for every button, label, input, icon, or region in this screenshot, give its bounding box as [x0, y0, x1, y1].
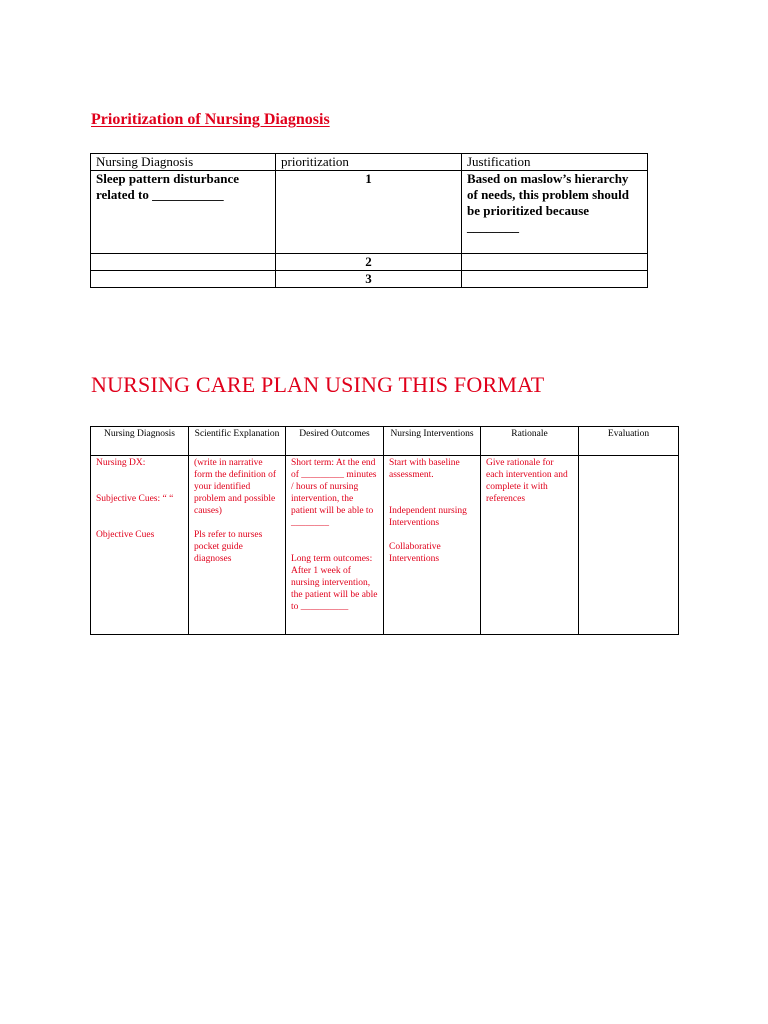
table-header-row: [91, 427, 679, 456]
header-nursing-diagnosis: Nursing Diagnosis: [91, 427, 189, 456]
table-header-row: [91, 154, 648, 171]
long-term-text: After 1 week of nursing intervention, the patient will be able to __________: [291, 566, 378, 612]
header-prioritization: prioritization: [276, 154, 462, 171]
justification-cell: [462, 254, 648, 271]
collaborative-text: Collaborative Interventions: [389, 542, 441, 564]
baseline-text: Start with baseline assessment.: [389, 458, 460, 480]
desired-outcomes-cell: [286, 456, 384, 635]
diagnosis-cell: [91, 254, 276, 271]
header-nursing-diagnosis: Nursing Diagnosis: [91, 154, 276, 171]
nursing-dx-text: Nursing DX:: [96, 458, 146, 468]
prioritization-table: [90, 153, 648, 288]
header-nursing-interventions: Nursing Interventions: [384, 427, 481, 456]
long-term-label: Long term outcomes:: [291, 554, 373, 564]
nursing-interventions-cell: [384, 456, 481, 635]
short-term-text: Short term: At the end of _________ minutes / hours of nursing intervention, the patient will be able to ________: [291, 458, 377, 528]
justification-cell: [462, 271, 648, 288]
explanation-text: (write in narrative form the definition of your identified problem and possible causes): [194, 458, 277, 516]
subjective-cues-text: Subjective Cues: “ “: [96, 494, 174, 504]
diagnosis-cell: [91, 271, 276, 288]
nursing-diagnosis-cell: [91, 456, 189, 635]
priority-cell: 2: [276, 254, 462, 271]
header-evaluation: Evaluation: [579, 427, 679, 456]
objective-cues-text: Objective Cues: [96, 530, 155, 540]
table-row: [91, 271, 648, 288]
table-row: [91, 456, 679, 635]
scientific-explanation-cell: [189, 456, 286, 635]
diagnosis-cell: Sleep pattern disturbance related to ___________: [91, 171, 276, 254]
table-row: [91, 254, 648, 271]
rationale-text: Give rationale for each intervention and complete it with references: [486, 458, 568, 504]
independent-text: Independent nursing Interventions: [389, 506, 467, 528]
header-rationale: Rationale: [481, 427, 579, 456]
care-plan-table: [90, 426, 679, 635]
header-scientific-explanation: Scientific Explanation: [189, 427, 286, 456]
prioritization-title: Prioritization of Nursing Diagnosis: [91, 111, 330, 128]
rationale-cell: [481, 456, 579, 635]
care-plan-title: NURSING CARE PLAN USING THIS FORMAT: [91, 372, 545, 397]
header-desired-outcomes: Desired Outcomes: [286, 427, 384, 456]
priority-cell: 3: [276, 271, 462, 288]
justification-cell: Based on maslow’s hierarchy of needs, this problem should be prioritized because ________: [462, 171, 648, 254]
evaluation-cell: [579, 456, 679, 635]
table-row: [91, 171, 648, 254]
header-justification: Justification: [462, 154, 648, 171]
refer-text: Pls refer to nurses pocket guide diagnoses: [194, 530, 263, 564]
priority-cell: 1: [276, 171, 462, 254]
